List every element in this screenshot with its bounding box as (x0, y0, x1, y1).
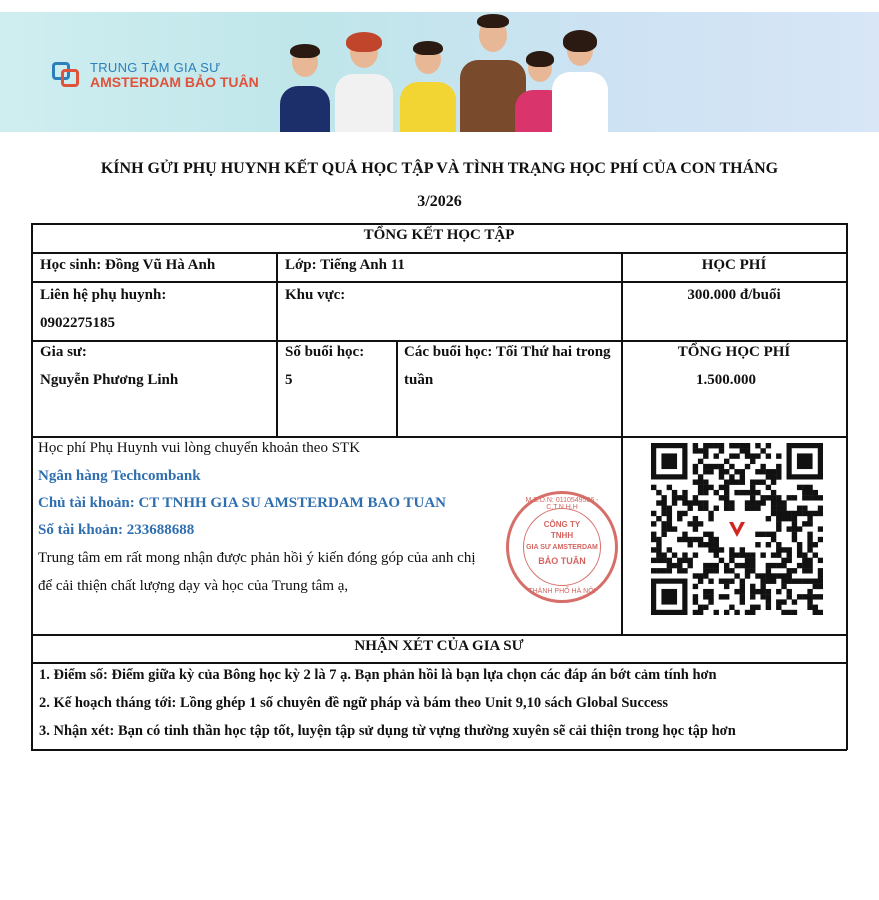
class-name: Lớp: Tiếng Anh 11 (285, 257, 405, 273)
parent-phone: 0902275185 (40, 315, 115, 331)
tutor-comments-header: NHẬN XÉT CỦA GIA SƯ (354, 638, 524, 654)
company-seal: M.S.D.N: 0110549586 - C.T.N.H.H CÔNG TY TNHH GIA SƯ AMSTERDAM BẢO TUÂN THÀNH PHỐ HÀ NỘI (506, 491, 618, 603)
banner-people-photo (270, 12, 610, 132)
account-holder: Chủ tài khoản: CT TNHH GIA SU AMSTERDAM BAO TUAN (38, 495, 447, 511)
total-fee-value: 1.500.000 (696, 372, 756, 388)
center-logo (52, 60, 259, 90)
comment-remark: 3. Nhận xét: Bạn có tinh thần học tập tốt, luyện tập sử dụng từ vựng thường xuyên sẽ cải thiện trong học tập hơn (39, 723, 736, 739)
sessions-value: 5 (285, 372, 293, 388)
comment-next-plan: 2. Kế hoạch tháng tới: Lồng ghép 1 số chuyên đề ngữ pháp và bám theo Unit 9,10 sách Global Success (39, 695, 669, 711)
schedule-line1: Các buổi học: Tối Thứ hai trong (404, 344, 611, 360)
report-title: KÍNH GỬI PHỤ HUYNH KẾT QUẢ HỌC TẬP VÀ TÌNH TRẠNG HỌC PHÍ CỦA CON THÁNG (100, 160, 779, 177)
total-fee-header: TỔNG HỌC PHÍ (677, 344, 791, 360)
student-name: Học sinh: Đồng Vũ Hà Anh (40, 257, 216, 273)
header-banner (0, 12, 879, 132)
payment-intro: Học phí Phụ Huynh vui lòng chuyển khoản theo STK (38, 440, 361, 456)
fee-value: 300.000 đ/buổi (687, 287, 781, 303)
parent-contact-label: Liên hệ phụ huynh: (40, 287, 167, 303)
logo-line1: TRUNG TÂM GIA SƯ (90, 60, 221, 75)
schedule-line2: tuần (404, 372, 434, 388)
feedback-line2: để cải thiện chất lượng dạy và học của Trung tâm ạ, (38, 578, 349, 594)
bank-name: Ngân hàng Techcombank (38, 468, 201, 484)
summary-header: TỔNG KẾT HỌC TẬP (363, 227, 515, 243)
comment-score: 1. Điểm số: Điểm giữa kỳ của Bông học kỳ 2 là 7 ạ. Bạn phản hồi là bạn lựa chọn các đáp án bớt cảm tính hơn (39, 667, 717, 683)
fee-header: HỌC PHÍ (701, 257, 767, 273)
logo-mark-icon (52, 62, 82, 88)
tutor-name: Nguyễn Phương Linh (40, 372, 179, 388)
area-label: Khu vực: (285, 287, 346, 303)
tutor-label: Gia sư: (40, 344, 87, 360)
report-month: 3/2026 (417, 193, 462, 210)
logo-line2: AMSTERDAM BẢO TUÂN (90, 74, 259, 90)
feedback-line1: Trung tâm em rất mong nhận được phản hồi ý kiến đóng góp của anh chị (38, 550, 476, 566)
account-number: Số tài khoản: 233688688 (38, 522, 195, 538)
sessions-label: Số buổi học: (285, 344, 365, 360)
payment-qr-code (651, 443, 823, 615)
